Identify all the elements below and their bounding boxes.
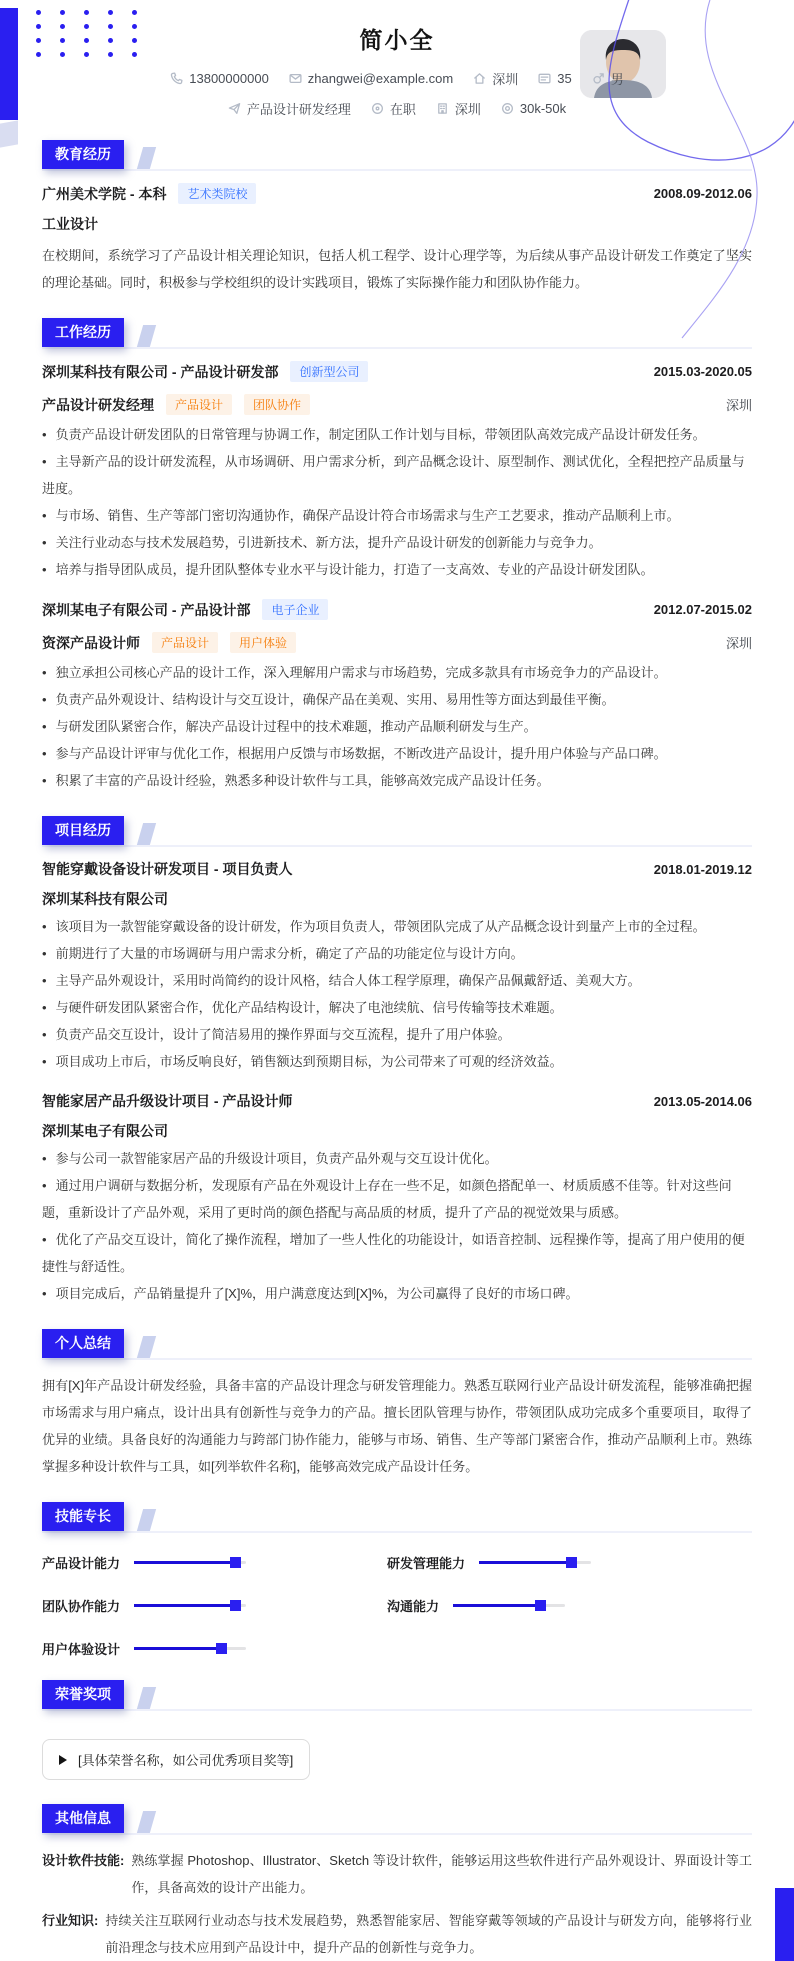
work-bullet: • 培养与指导团队成员，提升团队整体专业水平与设计能力，打造了一支高效、专业的产品设计研发团队。 xyxy=(42,556,752,583)
skill-item xyxy=(42,1553,297,1572)
project-title-row xyxy=(42,859,752,879)
header xyxy=(0,0,794,118)
city-text: 深圳 xyxy=(454,102,481,117)
project-date: 2018.01-2019.12 xyxy=(653,861,752,877)
work-location: 深圳 xyxy=(725,398,752,413)
honor-text: [具体荣誉名称，如公司优秀项目奖等] xyxy=(78,1753,294,1768)
slider-fill xyxy=(479,1561,571,1564)
project-company: 深圳某电子有限公司 xyxy=(42,1123,168,1139)
section-header-honors xyxy=(42,1680,752,1711)
slider-thumb[interactable] xyxy=(535,1600,546,1611)
slider-thumb[interactable] xyxy=(230,1600,241,1611)
project-bullet-list xyxy=(42,1145,752,1307)
honor-entry[interactable] xyxy=(42,1739,310,1780)
project-bullet: • 通过用户调研与数据分析，发现原有产品在外观设计上存在一些不足，如颜色搭配单一、材质质感不佳等。针对这些问题，重新设计了产品外观，采用了更时尚的颜色搭配与高品质的材质，提升了产品的视觉效果与质感。 xyxy=(42,1172,752,1226)
project-bullet: • 项目成功上市后，市场反响良好，销售额达到预期目标，为公司带来了可观的经济效益。 xyxy=(42,1048,752,1075)
mail-icon xyxy=(289,72,302,85)
project-bullet: • 与硬件研发团队紧密合作，优化产品结构设计，解决了电池续航、信号传输等技术难题。 xyxy=(42,994,752,1021)
company-name: 深圳某电子有限公司 - 产品设计部 xyxy=(42,601,251,618)
candidate-name: 简小全 xyxy=(359,27,435,53)
status-icon xyxy=(371,102,384,115)
role-tag: 团队协作 xyxy=(244,394,310,415)
other-info-text: 熟练掌握 Photoshop、Illustrator、Sketch 等设计软件，能够运用这些软件进行产品外观设计、界面设计等工作，具备高效的设计产出能力。 xyxy=(131,1853,752,1895)
id-card-icon xyxy=(538,72,551,85)
work-role-row xyxy=(42,394,752,415)
major-name: 工业设计 xyxy=(42,216,98,232)
skill-item xyxy=(387,1596,642,1615)
school-name: 广州美术学院 - 本科 xyxy=(42,185,167,202)
other-info-row xyxy=(42,1907,752,1961)
other-info-text: 持续关注互联网行业动态与技术发展趋势，熟悉智能家居、智能穿戴等领域的产品设计与研发方向，能够将行业前沿理念与技术应用到产品设计中，提升产品的创新性与竞争力。 xyxy=(105,1913,752,1955)
skills-section-badge: 技能专长 xyxy=(42,1502,124,1531)
project-bullet: • 负责产品交互设计，设计了简洁易用的操作界面与交互流程，提升了用户体验。 xyxy=(42,1021,752,1048)
company-tag: 电子企业 xyxy=(262,599,328,620)
section-header-skills xyxy=(42,1502,752,1533)
skill-label: 研发管理能力 xyxy=(387,1556,466,1571)
skill-label: 团队协作能力 xyxy=(42,1599,121,1614)
project-bullet: • 该项目为一款智能穿戴设备的设计研发，作为项目负责人，带领团队完成了从产品概念设计到量产上市的全过程。 xyxy=(42,913,752,940)
skill-slider[interactable] xyxy=(134,1557,246,1568)
home-icon xyxy=(473,72,486,85)
work-company-row xyxy=(42,599,752,620)
section-header-education xyxy=(42,140,752,171)
badge-fold-decoration xyxy=(137,1509,156,1531)
work-bullet: • 主导新产品的设计研发流程，从市场调研、用户需求分析，到产品概念设计、原型制作、测试优化，全程把控产品质量与进度。 xyxy=(42,448,752,502)
skill-label: 产品设计能力 xyxy=(42,1556,121,1571)
project-bullet: • 优化了产品交互设计，简化了操作流程，增加了一些人性化的功能设计，如语音控制、远程操作等，提高了用户使用的便捷性与舒适性。 xyxy=(42,1226,752,1280)
section-header-summary xyxy=(42,1329,752,1360)
skills-grid xyxy=(42,1553,642,1658)
phone-number: 13800000000 xyxy=(189,71,269,86)
work-bullet: • 独立承担公司核心产品的设计工作，深入理解用户需求与市场趋势，完成多款具有市场竞争力的产品设计。 xyxy=(42,659,752,686)
skill-slider[interactable] xyxy=(453,1600,565,1611)
role-name: 资深产品设计师 xyxy=(42,634,140,651)
project-bullet: • 项目完成后，产品销量提升了[X]%，用户满意度达到[X]%，为公司赢得了良好的市场口碑。 xyxy=(42,1280,752,1307)
bottom-right-accent-block xyxy=(775,1888,794,1961)
honors-section-badge: 荣誉奖项 xyxy=(42,1680,124,1709)
work-item xyxy=(42,361,752,583)
work-bullet: • 关注行业动态与技术发展趋势，引进新技术、新方法，提升产品设计研发的创新能力与竞争力。 xyxy=(42,529,752,556)
skill-item xyxy=(42,1596,297,1615)
project-item xyxy=(42,859,752,1075)
badge-fold-decoration xyxy=(137,325,156,347)
phone-icon xyxy=(170,72,183,85)
slider-fill xyxy=(134,1647,221,1650)
education-date: 2008.09-2012.06 xyxy=(653,186,752,201)
building-icon xyxy=(436,102,449,115)
contact-age xyxy=(538,71,571,86)
other-info-label: 设计软件技能: xyxy=(42,1853,125,1868)
slider-fill xyxy=(453,1604,540,1607)
contact-phone xyxy=(170,71,269,86)
work-bullet: • 负责产品外观设计、结构设计与交互设计，确保产品在美观、实用、易用性等方面达到最佳平衡。 xyxy=(42,686,752,713)
left-accent-bar-tail xyxy=(0,120,18,147)
project-title-row xyxy=(42,1091,752,1111)
project-date: 2013.05-2014.06 xyxy=(653,1093,752,1109)
project-company: 深圳某科技有限公司 xyxy=(42,891,168,907)
contact-gender xyxy=(592,69,624,88)
location-text: 深圳 xyxy=(492,72,519,87)
work-bullet: • 与市场、销售、生产等部门密切沟通协作，确保产品设计符合市场需求与生产工艺要求，推动产品顺利上市。 xyxy=(42,502,752,529)
section-header-projects xyxy=(42,816,752,847)
other-section-badge: 其他信息 xyxy=(42,1804,124,1833)
badge-fold-decoration xyxy=(137,1336,156,1358)
skill-label: 用户体验设计 xyxy=(42,1642,121,1657)
project-bullet: • 主导产品外观设计，采用时尚简约的设计风格，结合人体工程学原理，确保产品佩戴舒适、美观大方。 xyxy=(42,967,752,994)
work-date: 2012.07-2015.02 xyxy=(653,602,752,617)
company-name: 深圳某科技有限公司 - 产品设计研发部 xyxy=(42,363,279,380)
role-tag: 产品设计 xyxy=(152,632,218,653)
work-section-badge: 工作经历 xyxy=(42,318,124,347)
company-tag: 创新型公司 xyxy=(290,361,368,382)
contact-row-1 xyxy=(170,69,623,88)
contact-position xyxy=(228,99,351,118)
position-text: 产品设计研发经理 xyxy=(246,102,351,117)
education-description: 在校期间，系统学习了产品设计相关理论知识，包括人机工程学、设计心理学等，为后续从事产品设计研发工作奠定了坚实的理论基础。同时，积极参与学校组织的设计实践项目，锻炼了实际操作能力和团队协作能力。 xyxy=(42,248,752,290)
slider-thumb[interactable] xyxy=(216,1643,227,1654)
contact-info xyxy=(0,69,794,118)
work-role-row xyxy=(42,632,752,653)
projects-section-badge: 项目经历 xyxy=(42,816,124,845)
email-address: zhangwei@example.com xyxy=(307,71,454,86)
gender-icon xyxy=(592,72,605,85)
slider-thumb[interactable] xyxy=(230,1557,241,1568)
skill-slider[interactable] xyxy=(134,1600,246,1611)
work-bullet: • 参与产品设计评审与优化工作，根据用户反馈与市场数据，不断改进产品设计，提升用户体验与产品口碑。 xyxy=(42,740,752,767)
project-bullet-list xyxy=(42,913,752,1075)
badge-fold-decoration xyxy=(137,147,156,169)
slider-fill xyxy=(134,1561,235,1564)
contact-row-2 xyxy=(228,99,566,118)
age-text: 35 xyxy=(557,71,572,86)
triangle-marker-icon xyxy=(59,1755,67,1765)
salary-text: 30k-50k xyxy=(519,101,567,116)
other-info-row xyxy=(42,1847,752,1901)
work-bullet: • 负责产品设计研发团队的日常管理与协调工作，制定团队工作计划与目标，带领团队高效完成产品设计研发任务。 xyxy=(42,421,752,448)
education-section-badge: 教育经历 xyxy=(42,140,124,169)
skill-slider[interactable] xyxy=(134,1643,246,1654)
section-header-other xyxy=(42,1804,752,1835)
education-title-row xyxy=(42,183,752,204)
project-name: 智能穿戴设备设计研发项目 - 项目负责人 xyxy=(42,861,293,877)
slider-fill xyxy=(134,1604,235,1607)
contact-location xyxy=(473,69,518,88)
badge-fold-decoration xyxy=(137,823,156,845)
resume-body xyxy=(0,140,794,1961)
role-tag: 用户体验 xyxy=(230,632,296,653)
contact-status xyxy=(371,99,416,118)
education-item xyxy=(42,183,752,296)
work-date: 2015.03-2020.05 xyxy=(653,364,752,379)
skill-item xyxy=(42,1639,297,1658)
project-name: 智能家居产品升级设计项目 - 产品设计师 xyxy=(42,1093,293,1109)
section-header-work xyxy=(42,318,752,349)
project-bullet: • 前期进行了大量的市场调研与用户需求分析，确定了产品的功能定位与设计方向。 xyxy=(42,940,752,967)
other-info-label: 行业知识: xyxy=(42,1913,99,1928)
badge-fold-decoration xyxy=(137,1811,156,1833)
skill-slider[interactable] xyxy=(479,1557,591,1568)
work-item xyxy=(42,599,752,794)
school-tag: 艺术类院校 xyxy=(178,183,256,204)
role-tag: 产品设计 xyxy=(166,394,232,415)
contact-email xyxy=(289,71,453,86)
work-location: 深圳 xyxy=(725,636,752,651)
contact-salary xyxy=(501,101,566,116)
work-bullet: • 积累了丰富的产品设计经验，熟悉多种设计软件与工具，能够高效完成产品设计任务。 xyxy=(42,767,752,794)
work-bullet: • 与研发团队紧密合作，解决产品设计过程中的技术难题，推动产品顺利研发与生产。 xyxy=(42,713,752,740)
work-bullet-list xyxy=(42,421,752,583)
salary-icon xyxy=(501,102,514,115)
contact-city xyxy=(436,99,481,118)
summary-text: 拥有[X]年产品设计研发经验，具备丰富的产品设计理念与研发管理能力。熟悉互联网行业产品设计研发流程，能够准确把握市场需求与用户痛点，设计出具有创新性与竞争力的产品。擅长团队管理与协作，带领团队成功完成多个重要项目，取得了优异的业绩。具备良好的沟通能力与跨部门协作能力，能够与市场、销售、生产等部门紧密合作，推动产品顺利上市。熟练掌握多种设计软件与工具，如[列举软件名称]，能够高效完成产品设计任务。 xyxy=(42,1378,752,1474)
status-text: 在职 xyxy=(389,102,416,117)
role-name: 产品设计研发经理 xyxy=(42,396,154,413)
slider-thumb[interactable] xyxy=(566,1557,577,1568)
summary-section-badge: 个人总结 xyxy=(42,1329,124,1358)
gender-text: 男 xyxy=(610,72,624,87)
skill-label: 沟通能力 xyxy=(387,1599,440,1614)
badge-fold-decoration xyxy=(137,1687,156,1709)
work-bullet-list xyxy=(42,659,752,794)
skill-item xyxy=(387,1553,642,1572)
send-icon xyxy=(228,102,241,115)
project-bullet: • 参与公司一款智能家居产品的升级设计项目，负责产品外观与交互设计优化。 xyxy=(42,1145,752,1172)
project-item xyxy=(42,1091,752,1307)
work-company-row xyxy=(42,361,752,382)
